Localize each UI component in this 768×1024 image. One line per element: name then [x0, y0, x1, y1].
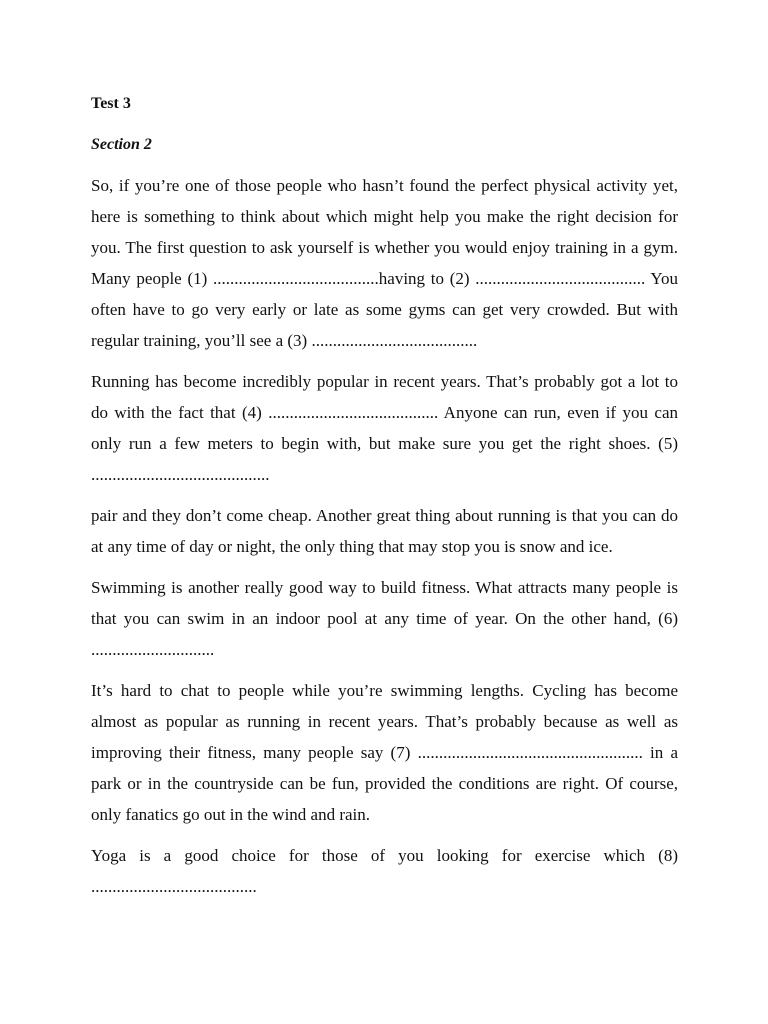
paragraph-running: Running has become incredibly popular in recent years. That’s probably got a lot to do with the fact that (4) ........................................ Anyone can run, even if you can only run a few meters to begin with, but make sure you get the right shoes. (5) ..........................................: [91, 372, 678, 484]
paragraph-swimming: Swimming is another really good way to build fitness. What attracts many people is that you can swim in an indoor pool at any time of year. On the other hand, (6) .............................: [91, 578, 678, 659]
section-title: Section 2: [91, 136, 152, 153]
paragraph-running-continued: pair and they don’t come cheap. Another great thing about running is that you can do at any time of day or night, the only thing that may stop you is snow and ice.: [91, 506, 678, 556]
paragraph-gym: So, if you’re one of those people who hasn’t found the perfect physical activity yet, here is something to think about which might help you make the right decision for you. The first question to ask yourself is whether you would enjoy training in a gym. Many people (1) .......................................having to (2) ........................................ You often have to go very early or late as some gyms can get very crowded. But with regular training, you’ll see a (3) .......................................: [91, 176, 678, 350]
test-title: Test 3: [91, 95, 131, 112]
paragraph-cycling: It’s hard to chat to people while you’re swimming lengths. Cycling has become almost as popular as running in recent years. That’s probably because as well as improving their fitness, many people say (7) ..................................................... in a park or in the countryside can be fun, provided the conditions are right. Of course, only fanatics go out in the wind and rain.: [91, 681, 678, 824]
document-page: [91, 92, 678, 902]
paragraph-yoga: Yoga is a good choice for those of you looking for exercise which (8) .......................................: [91, 846, 678, 896]
